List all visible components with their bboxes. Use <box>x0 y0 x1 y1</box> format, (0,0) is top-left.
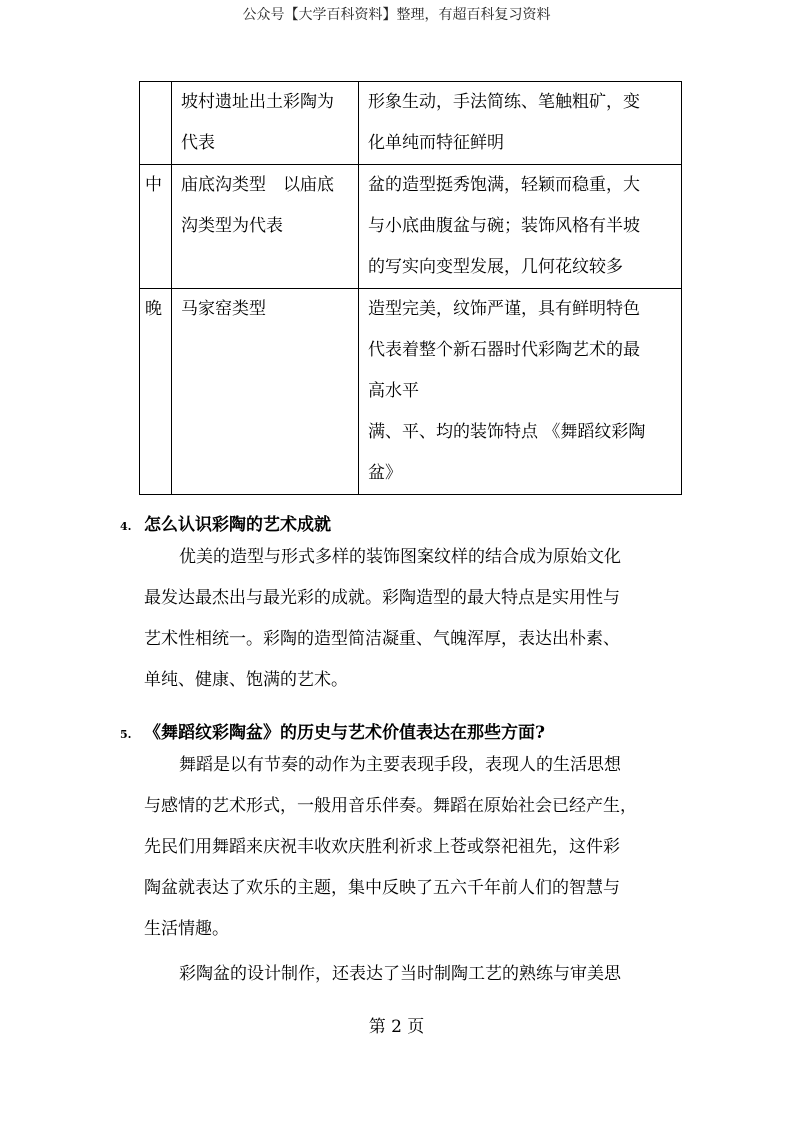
table-row <box>140 82 682 165</box>
paragraph-line: 彩陶盆的设计制作，还表达了当时制陶工艺的熟练与审美思 <box>179 964 621 984</box>
feature-line: 化单纯而特征鲜明 <box>368 133 504 153</box>
section-5-paragraph-2 <box>144 954 621 995</box>
paragraph-line: 舞蹈是以有节奏的动作为主要表现手段，表现人的生活思想 <box>179 755 621 775</box>
section-title: 《舞蹈纹彩陶盆》的历史与艺术价值表达在那些方面? <box>144 723 545 743</box>
section-number: 5. <box>120 728 132 741</box>
feature-line: 的写实向变型发展，几何花纹较多 <box>368 257 623 277</box>
page-header: 公众号【大学百科资料】整理，有超百科复习资料 <box>242 7 551 23</box>
paragraph-line: 与感情的艺术形式，一般用音乐伴奏。舞蹈在原始社会已经产生， <box>144 796 637 816</box>
type-line: 马家窑类型 <box>181 299 266 319</box>
type-cell <box>172 165 359 289</box>
feature-line: 盆的造型挺秀饱满，轻颖而稳重，大 <box>368 175 640 195</box>
section-title: 怎么认识彩陶的艺术成就 <box>144 515 331 535</box>
paragraph-line: 艺术性相统一。彩陶的造型简洁凝重、气魄浑厚，表达出朴素、 <box>144 629 620 649</box>
paragraph-line: 最发达最杰出与最光彩的成就。彩陶造型的最大特点是实用性与 <box>144 588 620 608</box>
feature-line: 造型完美，纹饰严谨，具有鲜明特色 <box>368 299 640 319</box>
feature-line: 代表着整个新石器时代彩陶艺术的最 <box>368 340 640 360</box>
features-cell <box>359 289 682 495</box>
table-row <box>140 289 682 495</box>
section-5-paragraph-1 <box>144 745 637 950</box>
period-cell <box>140 82 172 165</box>
paragraph-line: 单纯、健康、饱满的艺术。 <box>144 670 348 690</box>
paragraph-line: 陶盆就表达了欢乐的主题，集中反映了五六千年前人们的智慧与 <box>144 878 620 898</box>
paragraph-line: 先民们用舞蹈来庆祝丰收欢庆胜利祈求上苍或祭祀祖先，这件彩 <box>144 837 620 857</box>
section-number: 4. <box>120 520 132 533</box>
table-row <box>140 165 682 289</box>
feature-line: 形象生动，手法简练、笔触粗矿，变 <box>368 92 640 112</box>
features-cell <box>359 82 682 165</box>
period-cell: 晚 <box>140 289 172 495</box>
feature-line: 高水平 <box>368 381 419 401</box>
feature-line: 盆》 <box>368 463 402 483</box>
section-4-paragraph <box>144 537 621 701</box>
type-cell <box>172 82 359 165</box>
period-cell: 中 <box>140 165 172 289</box>
type-line: 坡村遗址出土彩陶为 <box>181 92 334 112</box>
section-4-heading <box>120 510 331 535</box>
feature-line: 与小底曲腹盆与碗；装饰风格有半坡 <box>368 216 640 236</box>
type-line: 庙底沟类型 以庙底 <box>181 175 334 195</box>
feature-line: 满、平、均的装饰特点 《舞蹈纹彩陶 <box>368 422 646 442</box>
type-line: 代表 <box>181 133 215 153</box>
type-line: 沟类型为代表 <box>181 216 283 236</box>
painted-pottery-table <box>139 81 682 495</box>
features-cell <box>359 165 682 289</box>
page-number: 第 2 页 <box>368 1017 425 1037</box>
section-5-heading <box>120 718 545 743</box>
paragraph-line: 生活情趣。 <box>144 919 229 939</box>
paragraph-line: 优美的造型与形式多样的装饰图案纹样的结合成为原始文化 <box>179 547 621 567</box>
type-cell <box>172 289 359 495</box>
